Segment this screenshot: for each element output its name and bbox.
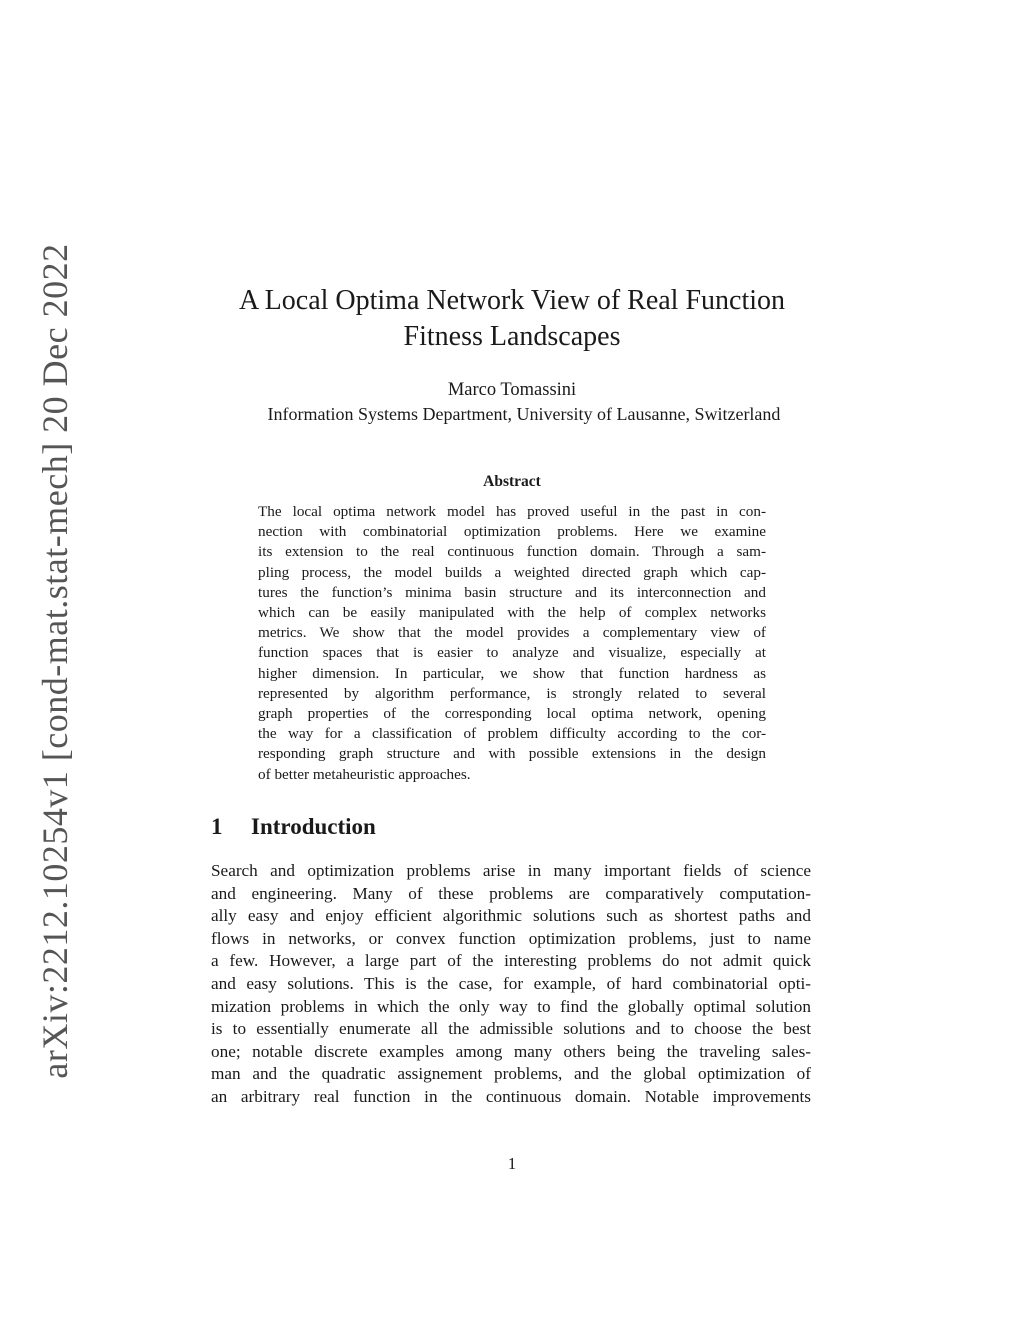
abstract-line: pling process, the model builds a weighted directed graph which cap- [258,563,766,581]
abstract-line: metrics. We show that the model provides a complementary view of [258,624,766,642]
abstract-line: represented by algorithm performance, is strongly related to several [258,684,766,702]
abstract-line: its extension to the real continuous function domain. Through a sam- [258,543,766,561]
section-number: 1 [211,814,223,839]
abstract-line: responding graph structure and with possible extensions in the design [258,745,766,763]
abstract-line: the way for a classification of problem difficulty according to the cor- [258,725,766,743]
body-line: mization problems in which the only way to find the globally optimal solution [211,996,811,1016]
section-title: Introduction [251,814,376,839]
body-line: ally easy and enjoy efficient algorithmic solutions such as shortest paths and [211,906,811,926]
body-line: is to essentially enumerate all the admissible solutions and to choose the best [211,1019,811,1039]
abstract-line: which can be easily manipulated with the help of complex networks [258,604,766,622]
body-line: and easy solutions. This is the case, for example, of hard combinatorial opti- [211,973,811,993]
abstract-line: function spaces that is easier to analyze and visualize, especially at [258,644,766,662]
body-line: man and the quadratic assignement problems, and the global optimization of [211,1064,811,1084]
abstract-line: tures the function’s minima basin structure and its interconnection and [258,583,766,601]
arxiv-identifier-stamp: arXiv:2212.10254v1 [cond-mat.stat-mech] 20 Dec 2022 [35,243,75,1079]
introduction-body [211,860,811,1109]
body-line: Search and optimization problems arise in many important fields of science [211,861,811,880]
paper-title [0,283,1024,355]
title-line-2: Fitness Landscapes [403,321,621,352]
body-line: flows in networks, or convex function optimization problems, just to name [211,928,811,948]
author-name: Marco Tomassini [447,380,577,400]
page-number: 1 [507,1154,517,1173]
body-line: one; notable discrete examples among many others being the traveling sales- [211,1041,811,1061]
section-heading [211,812,376,842]
abstract-line: nection with combinatorial optimization problems. Here we examine [258,523,766,541]
abstract-body [258,502,766,785]
abstract-line: The local optima network model has proved useful in the past in con- [258,503,766,520]
abstract-line: graph properties of the corresponding local optima network, opening [258,705,766,723]
body-line: and engineering. Many of these problems are comparatively computation- [211,883,811,903]
abstract-line: higher dimension. In particular, we show that function hardness as [258,664,766,682]
title-line-1: A Local Optima Network View of Real Function [238,285,786,316]
abstract-heading: Abstract [483,473,541,490]
body-line: an arbitrary real function in the continuous domain. Notable improvements [211,1086,811,1106]
author-affiliation: Information Systems Department, University of Lausanne, Switzerland [267,404,781,424]
abstract-line: of better metaheuristic approaches. [258,765,471,783]
body-line: a few. However, a large part of the interesting problems do not admit quick [211,951,811,971]
